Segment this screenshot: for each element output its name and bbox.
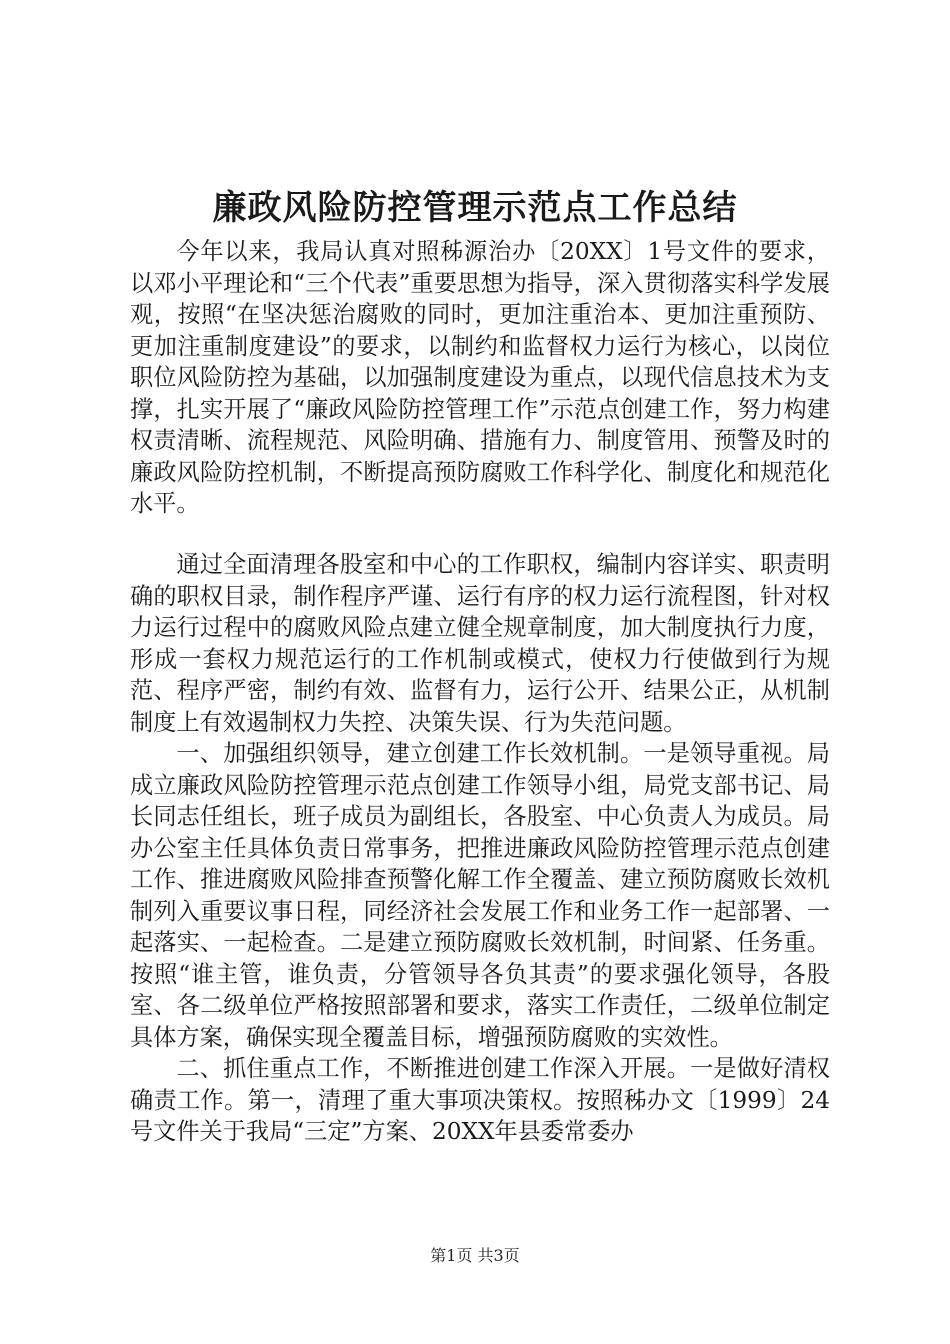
paragraph-overview: 通过全面清理各股室和中心的工作职权，编制内容详实、职责明确的职权目录，制作程序严谨、运行有序的权力运行流程图，针对权力运行过程中的腐败风险点建立健全规章制度，加大制度执行力度，形成一套权力规范运行的工作机制或模式，使权力行使做到行为规范、程序严密，制约有效、监督有力，运行公开、结果公正，从机制制度上有效遏制权力失控、决策失误、行为失范问题。	[130, 551, 830, 736]
page-number-footer: 第1页 共3页	[430, 1246, 520, 1265]
paragraph-intro: 今年以来，我局认真对照秭源治办〔20XX〕1号文件的要求，以邓小平理论和“三个代表”重要思想为指导，深入贯彻落实科学发展观，按照“在坚决惩治腐败的同时，更加注重治本、更加注重预防、更加注重制度建设”的要求，以制约和监督权力运行为核心，以岗位职位风险防控为基础，以加强制度建设为重点，以现代信息技术为支撑，扎实开展了“廉政风险防控管理工作”示范点创建工作，努力构建权责清晰、流程规范、风险明确、措施有力、制度管用、预警及时的廉政风险防控机制，不断提高预防腐败工作科学化、制度化和规范化水平。	[130, 238, 830, 517]
intro-section	[130, 236, 830, 520]
document-title: 廉政风险防控管理示范点工作总结	[212, 188, 738, 228]
paragraph-section-two: 二、抓住重点工作，不断推进创建工作深入开展。一是做好清权确责工作。第一，清理了重大事项决策权。按照秭办文〔1999〕24号文件关于我局“三定”方案、20XX年县委常委办	[130, 1055, 830, 1145]
body-section	[130, 549, 830, 1148]
paragraph-section-one: 一、加强组织领导，建立创建工作长效机制。一是领导重视。局成立廉政风险防控管理示范点创建工作领导小组，局党支部书记、局长同志任组长，班子成员为副组长，各股室、中心负责人为成员。局办公室主任具体负责日常事务，把推进廉政风险防控管理示范点创建工作、推进腐败风险排查预警化解工作全覆盖、建立预防腐败长效机制列入重要议事日程，同经济社会发展工作和业务工作一起部署、一起落实、一起检查。二是建立预防腐败长效机制，时间紧、任务重。按照“谁主管，谁负责，分管领导各负其责”的要求强化领导，各股室、各二级单位严格按照部署和要求，落实工作责任，二级单位制定具体方案，确保实现全覆盖目标，增强预防腐败的实效性。	[130, 740, 830, 1051]
